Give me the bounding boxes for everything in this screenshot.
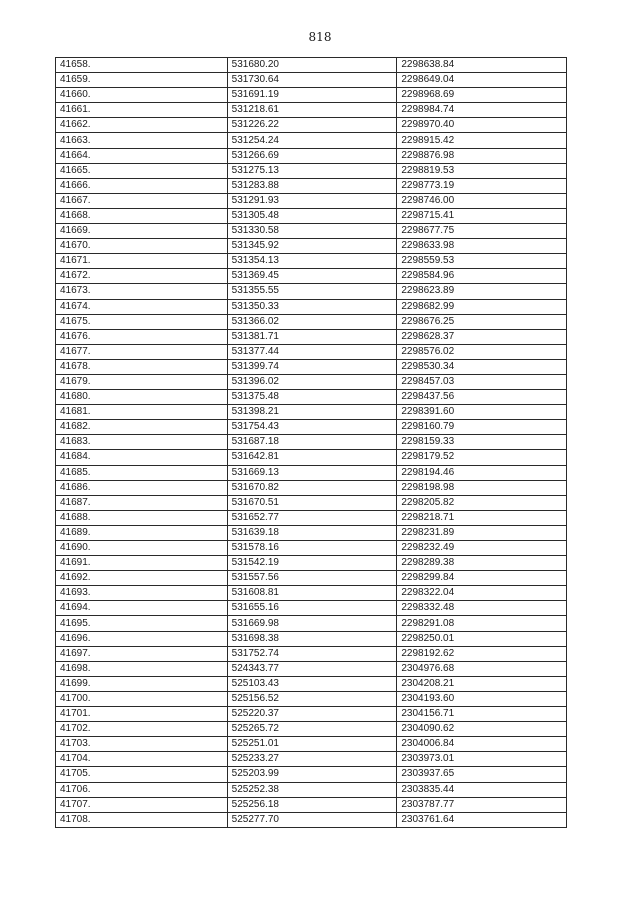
- y-coordinate-cell: 2298289.38: [397, 556, 567, 571]
- point-number-cell: 41691.: [56, 556, 228, 571]
- y-coordinate-cell: 2298559.53: [397, 254, 567, 269]
- x-coordinate-cell: 531345.92: [227, 239, 397, 254]
- point-number-cell: 41681.: [56, 405, 228, 420]
- point-number-cell: 41677.: [56, 344, 228, 359]
- point-number-cell: 41667.: [56, 193, 228, 208]
- table-row: [56, 269, 567, 284]
- point-number-cell: 41688.: [56, 510, 228, 525]
- x-coordinate-cell: 531578.16: [227, 541, 397, 556]
- y-coordinate-cell: 2303835.44: [397, 782, 567, 797]
- table-row: [56, 299, 567, 314]
- point-number-cell: 41699.: [56, 676, 228, 691]
- x-coordinate-cell: 531254.24: [227, 133, 397, 148]
- y-coordinate-cell: 2298682.99: [397, 299, 567, 314]
- x-coordinate-cell: 525252.38: [227, 782, 397, 797]
- y-coordinate-cell: 2298231.89: [397, 525, 567, 540]
- table-row: [56, 707, 567, 722]
- x-coordinate-cell: 531377.44: [227, 344, 397, 359]
- page-number: 818: [308, 30, 332, 44]
- y-coordinate-cell: 2304090.62: [397, 722, 567, 737]
- x-coordinate-cell: 531330.58: [227, 224, 397, 239]
- table-row: [56, 631, 567, 646]
- table-row: [56, 782, 567, 797]
- x-coordinate-cell: 525156.52: [227, 691, 397, 706]
- table-row: [56, 812, 567, 827]
- table-row: [56, 541, 567, 556]
- table-row: [56, 676, 567, 691]
- point-number-cell: 41671.: [56, 254, 228, 269]
- y-coordinate-cell: 2298194.46: [397, 465, 567, 480]
- point-number-cell: 41686.: [56, 480, 228, 495]
- table-row: [56, 344, 567, 359]
- x-coordinate-cell: 531375.48: [227, 390, 397, 405]
- y-coordinate-cell: 2303761.64: [397, 812, 567, 827]
- table-row: [56, 556, 567, 571]
- x-coordinate-cell: 531399.74: [227, 359, 397, 374]
- y-coordinate-cell: 2298773.19: [397, 178, 567, 193]
- point-number-cell: 41682.: [56, 420, 228, 435]
- x-coordinate-cell: 525251.01: [227, 737, 397, 752]
- y-coordinate-cell: 2304193.60: [397, 691, 567, 706]
- table-row: [56, 601, 567, 616]
- point-number-cell: 41673.: [56, 284, 228, 299]
- y-coordinate-cell: 2298584.96: [397, 269, 567, 284]
- table-row: [56, 405, 567, 420]
- x-coordinate-cell: 531680.20: [227, 58, 397, 73]
- table-row: [56, 586, 567, 601]
- y-coordinate-cell: 2298915.42: [397, 133, 567, 148]
- point-number-cell: 41665.: [56, 163, 228, 178]
- y-coordinate-cell: 2298291.08: [397, 616, 567, 631]
- table-row: [56, 178, 567, 193]
- y-coordinate-cell: 2298968.69: [397, 88, 567, 103]
- table-row: [56, 495, 567, 510]
- coordinates-table-body: [56, 58, 567, 828]
- x-coordinate-cell: 525256.18: [227, 797, 397, 812]
- point-number-cell: 41689.: [56, 525, 228, 540]
- table-row: [56, 737, 567, 752]
- y-coordinate-cell: 2298970.40: [397, 118, 567, 133]
- table-row: [56, 284, 567, 299]
- x-coordinate-cell: 531639.18: [227, 525, 397, 540]
- x-coordinate-cell: 531557.56: [227, 571, 397, 586]
- point-number-cell: 41658.: [56, 58, 228, 73]
- x-coordinate-cell: 525203.99: [227, 767, 397, 782]
- table-row: [56, 420, 567, 435]
- x-coordinate-cell: 531291.93: [227, 193, 397, 208]
- table-row: [56, 752, 567, 767]
- y-coordinate-cell: 2298633.98: [397, 239, 567, 254]
- point-number-cell: 41701.: [56, 707, 228, 722]
- x-coordinate-cell: 531669.98: [227, 616, 397, 631]
- point-number-cell: 41705.: [56, 767, 228, 782]
- table-row: [56, 722, 567, 737]
- y-coordinate-cell: 2298676.25: [397, 314, 567, 329]
- table-row: [56, 208, 567, 223]
- table-row: [56, 224, 567, 239]
- x-coordinate-cell: 531366.02: [227, 314, 397, 329]
- x-coordinate-cell: 531608.81: [227, 586, 397, 601]
- y-coordinate-cell: 2298649.04: [397, 73, 567, 88]
- point-number-cell: 41706.: [56, 782, 228, 797]
- y-coordinate-cell: 2303973.01: [397, 752, 567, 767]
- y-coordinate-cell: 2303937.65: [397, 767, 567, 782]
- table-row: [56, 103, 567, 118]
- y-coordinate-cell: 2298984.74: [397, 103, 567, 118]
- point-number-cell: 41683.: [56, 435, 228, 450]
- table-row: [56, 661, 567, 676]
- x-coordinate-cell: 531350.33: [227, 299, 397, 314]
- table-row: [56, 88, 567, 103]
- point-number-cell: 41670.: [56, 239, 228, 254]
- point-number-cell: 41692.: [56, 571, 228, 586]
- x-coordinate-cell: 525277.70: [227, 812, 397, 827]
- x-coordinate-cell: 531655.16: [227, 601, 397, 616]
- y-coordinate-cell: 2298638.84: [397, 58, 567, 73]
- table-row: [56, 254, 567, 269]
- point-number-cell: 41690.: [56, 541, 228, 556]
- y-coordinate-cell: 2298530.34: [397, 359, 567, 374]
- table-row: [56, 691, 567, 706]
- point-number-cell: 41698.: [56, 661, 228, 676]
- y-coordinate-cell: 2298232.49: [397, 541, 567, 556]
- point-number-cell: 41660.: [56, 88, 228, 103]
- table-row: [56, 148, 567, 163]
- y-coordinate-cell: 2298159.33: [397, 435, 567, 450]
- point-number-cell: 41663.: [56, 133, 228, 148]
- point-number-cell: 41704.: [56, 752, 228, 767]
- x-coordinate-cell: 531369.45: [227, 269, 397, 284]
- table-row: [56, 118, 567, 133]
- table-row: [56, 374, 567, 389]
- y-coordinate-cell: 2298819.53: [397, 163, 567, 178]
- y-coordinate-cell: 2298391.60: [397, 405, 567, 420]
- table-row: [56, 133, 567, 148]
- y-coordinate-cell: 2298623.89: [397, 284, 567, 299]
- table-row: [56, 390, 567, 405]
- point-number-cell: 41674.: [56, 299, 228, 314]
- point-number-cell: 41659.: [56, 73, 228, 88]
- table-row: [56, 767, 567, 782]
- point-number-cell: 41708.: [56, 812, 228, 827]
- x-coordinate-cell: 531218.61: [227, 103, 397, 118]
- y-coordinate-cell: 2298250.01: [397, 631, 567, 646]
- x-coordinate-cell: 531396.02: [227, 374, 397, 389]
- point-number-cell: 41700.: [56, 691, 228, 706]
- y-coordinate-cell: 2298876.98: [397, 148, 567, 163]
- y-coordinate-cell: 2298198.98: [397, 480, 567, 495]
- x-coordinate-cell: 531752.74: [227, 646, 397, 661]
- x-coordinate-cell: 525103.43: [227, 676, 397, 691]
- table-row: [56, 465, 567, 480]
- point-number-cell: 41678.: [56, 359, 228, 374]
- y-coordinate-cell: 2298746.00: [397, 193, 567, 208]
- table-row: [56, 797, 567, 812]
- table-row: [56, 359, 567, 374]
- table-row: [56, 646, 567, 661]
- y-coordinate-cell: 2298332.48: [397, 601, 567, 616]
- y-coordinate-cell: 2298677.75: [397, 224, 567, 239]
- point-number-cell: 41707.: [56, 797, 228, 812]
- x-coordinate-cell: 531542.19: [227, 556, 397, 571]
- x-coordinate-cell: 525233.27: [227, 752, 397, 767]
- x-coordinate-cell: 531670.82: [227, 480, 397, 495]
- coordinates-table: [55, 57, 567, 828]
- point-number-cell: 41703.: [56, 737, 228, 752]
- y-coordinate-cell: 2298715.41: [397, 208, 567, 223]
- point-number-cell: 41680.: [56, 390, 228, 405]
- x-coordinate-cell: 531398.21: [227, 405, 397, 420]
- table-row: [56, 329, 567, 344]
- y-coordinate-cell: 2304976.68: [397, 661, 567, 676]
- point-number-cell: 41666.: [56, 178, 228, 193]
- x-coordinate-cell: 525265.72: [227, 722, 397, 737]
- y-coordinate-cell: 2298205.82: [397, 495, 567, 510]
- x-coordinate-cell: 531355.55: [227, 284, 397, 299]
- point-number-cell: 41679.: [56, 374, 228, 389]
- y-coordinate-cell: 2298192.62: [397, 646, 567, 661]
- table-row: [56, 314, 567, 329]
- x-coordinate-cell: 531669.13: [227, 465, 397, 480]
- table-row: [56, 435, 567, 450]
- point-number-cell: 41684.: [56, 450, 228, 465]
- point-number-cell: 41669.: [56, 224, 228, 239]
- x-coordinate-cell: 531381.71: [227, 329, 397, 344]
- table-row: [56, 525, 567, 540]
- x-coordinate-cell: 531226.22: [227, 118, 397, 133]
- y-coordinate-cell: 2304006.84: [397, 737, 567, 752]
- table-row: [56, 450, 567, 465]
- table-row: [56, 58, 567, 73]
- y-coordinate-cell: 2298299.84: [397, 571, 567, 586]
- x-coordinate-cell: 531283.88: [227, 178, 397, 193]
- y-coordinate-cell: 2298437.56: [397, 390, 567, 405]
- y-coordinate-cell: 2298218.71: [397, 510, 567, 525]
- point-number-cell: 41693.: [56, 586, 228, 601]
- x-coordinate-cell: 531305.48: [227, 208, 397, 223]
- point-number-cell: 41694.: [56, 601, 228, 616]
- table-row: [56, 239, 567, 254]
- table-row: [56, 571, 567, 586]
- x-coordinate-cell: 531354.13: [227, 254, 397, 269]
- point-number-cell: 41687.: [56, 495, 228, 510]
- x-coordinate-cell: 531698.38: [227, 631, 397, 646]
- x-coordinate-cell: 531670.51: [227, 495, 397, 510]
- y-coordinate-cell: 2298628.37: [397, 329, 567, 344]
- point-number-cell: 41664.: [56, 148, 228, 163]
- y-coordinate-cell: 2298160.79: [397, 420, 567, 435]
- table-row: [56, 163, 567, 178]
- y-coordinate-cell: 2304156.71: [397, 707, 567, 722]
- point-number-cell: 41676.: [56, 329, 228, 344]
- point-number-cell: 41661.: [56, 103, 228, 118]
- x-coordinate-cell: 531687.18: [227, 435, 397, 450]
- table-row: [56, 193, 567, 208]
- x-coordinate-cell: 531730.64: [227, 73, 397, 88]
- point-number-cell: 41662.: [56, 118, 228, 133]
- table-row: [56, 510, 567, 525]
- table-row: [56, 480, 567, 495]
- table-row: [56, 73, 567, 88]
- point-number-cell: 41702.: [56, 722, 228, 737]
- y-coordinate-cell: 2298576.02: [397, 344, 567, 359]
- x-coordinate-cell: 524343.77: [227, 661, 397, 676]
- y-coordinate-cell: 2298179.52: [397, 450, 567, 465]
- y-coordinate-cell: 2304208.21: [397, 676, 567, 691]
- point-number-cell: 41697.: [56, 646, 228, 661]
- point-number-cell: 41675.: [56, 314, 228, 329]
- x-coordinate-cell: 525220.37: [227, 707, 397, 722]
- point-number-cell: 41668.: [56, 208, 228, 223]
- x-coordinate-cell: 531754.43: [227, 420, 397, 435]
- table-row: [56, 616, 567, 631]
- y-coordinate-cell: 2303787.77: [397, 797, 567, 812]
- x-coordinate-cell: 531275.13: [227, 163, 397, 178]
- point-number-cell: 41696.: [56, 631, 228, 646]
- x-coordinate-cell: 531652.77: [227, 510, 397, 525]
- point-number-cell: 41685.: [56, 465, 228, 480]
- x-coordinate-cell: 531691.19: [227, 88, 397, 103]
- x-coordinate-cell: 531266.69: [227, 148, 397, 163]
- y-coordinate-cell: 2298322.04: [397, 586, 567, 601]
- point-number-cell: 41695.: [56, 616, 228, 631]
- y-coordinate-cell: 2298457.03: [397, 374, 567, 389]
- point-number-cell: 41672.: [56, 269, 228, 284]
- x-coordinate-cell: 531642.81: [227, 450, 397, 465]
